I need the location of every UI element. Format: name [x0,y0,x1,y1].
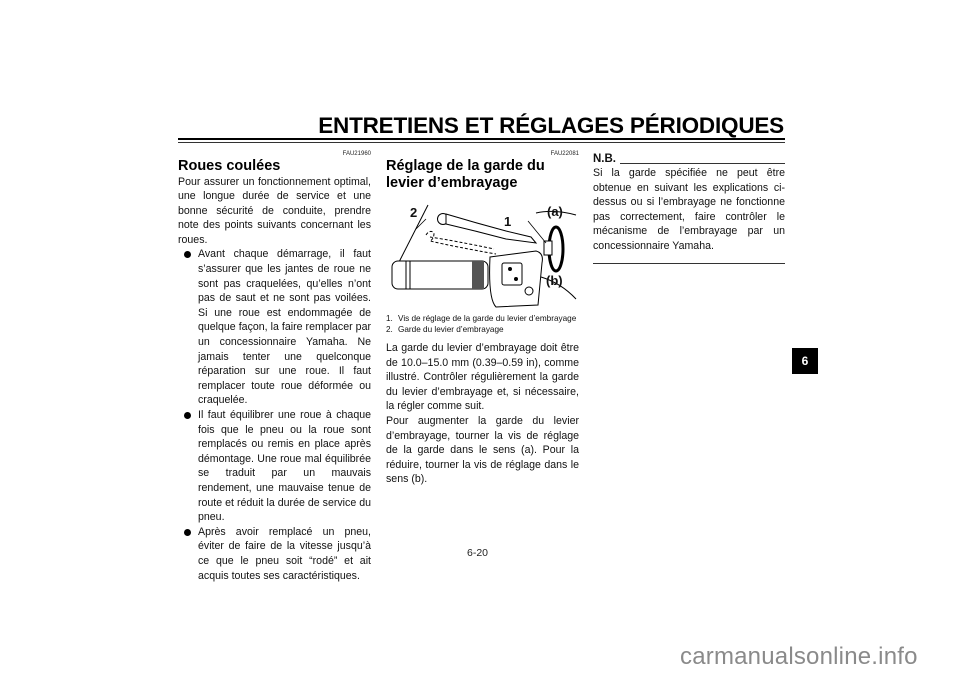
wheels-intro: Pour assurer un fonctionnement optimal, une longue durée de service et une bonne sécurité de conduite, prendre note des points suivants concernant les roues. [178,175,371,246]
note-label: N.B. [593,153,616,165]
section-code: FAU22081 [550,151,579,157]
figure-captions [386,313,579,335]
section-heading-wheels: Roues coulées [178,158,281,174]
column-note [593,150,785,264]
bullet-text: Il faut équilibrer une roue à chaque fois que le pneu ou la roue sont remplacés ou remis en place après démontage. Une roue mal équilibrée se traduit par un mauvais rendement, une mauvaise tenue de route et réduit la durée de service du pneu. [198,409,371,524]
caption-item [386,313,579,324]
note-text: Si la garde spécifiée ne peut être obtenue en suivant les explications ci-dessus ou si l’embrayage ne fonctionne pas correctement, faire contrôler le mécanisme de l’embrayage par un concessionnaire Yamaha. [593,167,785,252]
watermark: carmanualsonline.info [680,643,918,670]
header-rule-thick [178,138,785,140]
clutch-lever-illustration [386,199,579,309]
header-rule-thin [178,142,785,143]
caption-text: Garde du levier d’embrayage [398,325,504,334]
figure-label-a: (a) [547,204,563,219]
column-clutch [386,150,579,487]
bullet-dot-icon [184,412,191,419]
bullet-text: Après avoir remplacé un pneu, éviter de faire de la vitesse jusqu’à ce que le pneu soit “rodé” et ait acquis toutes ses caractéristiques. [198,525,371,582]
chapter-tab: 6 [792,348,818,374]
clutch-body [386,341,579,487]
clutch-paragraph-2: Pour augmenter la garde du levier d’embrayage, tourner la vis de réglage de la garde dans le sens (a). Pour la réduire, tourner la vis de réglage dans le sens (b). [386,414,579,486]
note-header-rule [620,163,785,164]
bullet-item [178,247,371,408]
section-code: FAU21960 [342,151,371,157]
bullet-dot-icon [184,529,191,536]
caption-item [386,324,579,335]
note-bottom-rule [593,263,785,264]
clutch-paragraph-1: La garde du levier d’embrayage doit être de 10.0–15.0 mm (0.39–0.59 in), comme illustré. Contrôler régulièrement la garde du levier d’embrayage et, si nécessaire, la régler comme suit. [386,342,579,413]
page-title: ENTRETIENS ET RÉGLAGES PÉRIODIQUES [318,113,784,138]
bullet-item [178,408,371,525]
caption-text: Vis de réglage de la garde du levier d’embrayage [398,314,577,323]
bullet-text: Avant chaque démarrage, il faut s’assurer que les jantes de roue ne sont pas craquelées, qu’elles n’ont pas de saut et ne sont pas voilées. Si une roue est endommagée de quelque façon, la faire remplacer par un concessionnaire Yamaha. Ne jamais tenter une quelconque réparation sur une roue. Il faut remplacer toute roue déformée ou craquelée. [198,248,371,407]
section-heading-clutch: Réglage de la garde du levier d’embrayage [386,158,545,191]
caption-number: 1. [386,314,393,323]
figure-label-b: (b) [546,273,563,288]
figure-label-1: 1 [504,214,512,229]
note-header [593,153,785,166]
page-number: 6-20 [467,547,489,559]
column-wheels [178,150,371,583]
bullet-item [178,525,371,583]
bullet-dot-icon [184,251,191,258]
caption-number: 2. [386,325,393,334]
figure-label-2: 2 [410,205,418,220]
wheels-bullet-list [178,247,371,583]
